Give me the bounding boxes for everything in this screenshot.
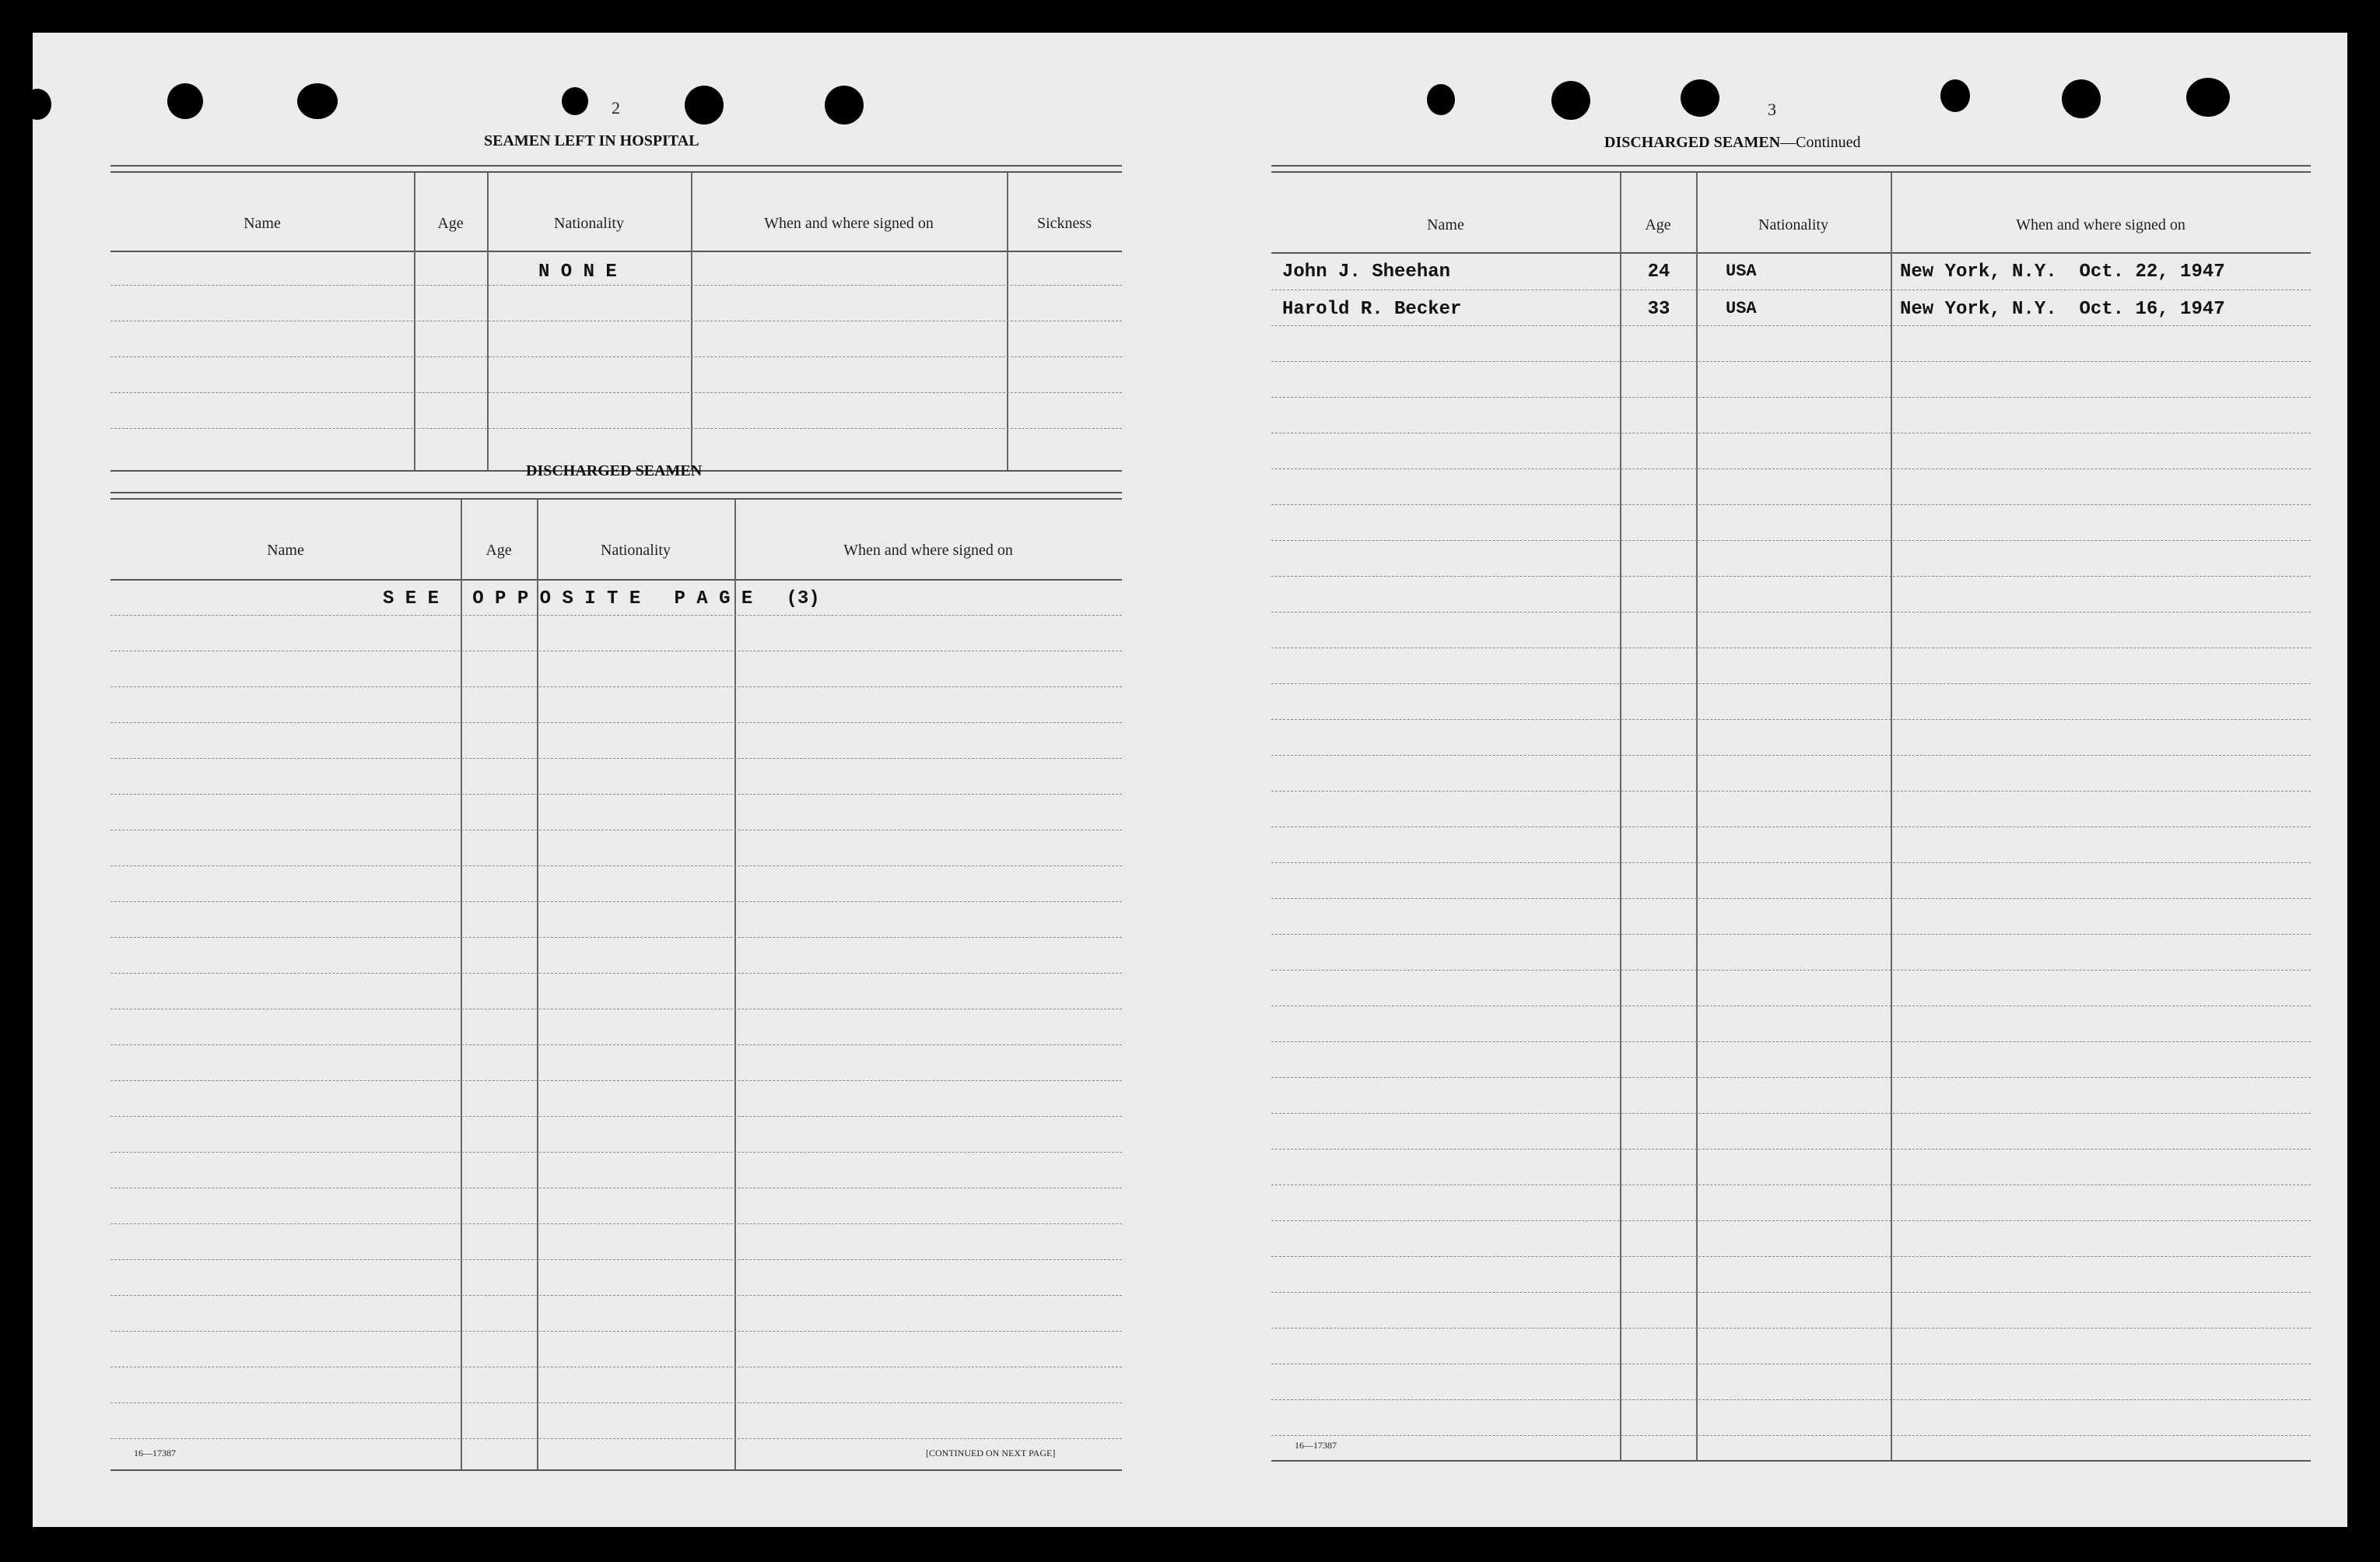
punch-hole-icon: [1551, 81, 1590, 120]
punch-hole-icon: [2186, 78, 2230, 117]
continued-note: [CONTINUED ON NEXT PAGE]: [926, 1448, 1056, 1458]
punch-hole-icon: [167, 83, 203, 119]
see-opposite-page-note: S E E O P P O S I T E P A G E (3): [383, 588, 820, 609]
column-header-name: Name: [244, 215, 281, 232]
punch-hole-icon: [2062, 79, 2101, 118]
discharged-section-title: DISCHARGED SEAMEN: [526, 462, 703, 479]
column-header-signed-on: When and where signed on: [764, 215, 934, 232]
column-header-name: Name: [267, 542, 304, 559]
punch-hole-icon: [23, 89, 51, 120]
seaman-signed-on: New York, N.Y. Oct. 22, 1947: [1900, 262, 2225, 283]
punch-hole-icon: [297, 83, 338, 119]
form-number: 16—17387: [1295, 1440, 1337, 1451]
punch-hole-icon: [1427, 84, 1455, 115]
seaman-nationality: USA: [1726, 299, 1757, 318]
seaman-name: Harold R. Becker: [1282, 299, 1462, 320]
column-header-nationality: Nationality: [554, 215, 624, 232]
column-header-signed-on: When and where signed on: [2016, 216, 2185, 233]
column-header-sickness: Sickness: [1037, 215, 1092, 232]
punch-hole-icon: [825, 86, 864, 125]
punch-hole-icon: [1940, 79, 1970, 112]
seaman-nationality: USA: [1726, 262, 1757, 281]
punch-hole-icon: [1681, 79, 1719, 117]
seaman-age: 24: [1647, 262, 1670, 283]
discharged-continued-title: [1604, 134, 1861, 152]
column-header-name: Name: [1427, 216, 1464, 233]
column-header-age: Age: [485, 542, 512, 559]
hospital-section-title: SEAMEN LEFT IN HOSPITAL: [484, 132, 699, 149]
punch-hole-icon: [562, 87, 588, 115]
form-number: 16—17387: [134, 1448, 176, 1458]
title-text: DISCHARGED SEAMEN: [1604, 134, 1781, 151]
punch-hole-icon: [685, 86, 724, 125]
column-header-age: Age: [437, 215, 464, 232]
hospital-entry: N O N E: [538, 262, 617, 283]
seaman-signed-on: New York, N.Y. Oct. 16, 1947: [1900, 299, 2225, 320]
hospital-table: [110, 165, 1122, 473]
column-header-nationality: Nationality: [601, 542, 671, 559]
column-header-age: Age: [1645, 216, 1671, 233]
column-header-nationality: Nationality: [1758, 216, 1828, 233]
discharged-table-left: [110, 492, 1122, 1474]
column-header-signed-on: When and where signed on: [843, 542, 1013, 559]
discharged-table-right: [1271, 165, 2311, 1465]
seaman-age: 33: [1647, 299, 1670, 320]
title-suffix: —Continued: [1780, 134, 1861, 151]
form-sheet: [33, 33, 2347, 1527]
page-number: 3: [1768, 100, 1776, 119]
seaman-name: John J. Sheehan: [1282, 262, 1451, 283]
page-number: 2: [612, 98, 620, 118]
